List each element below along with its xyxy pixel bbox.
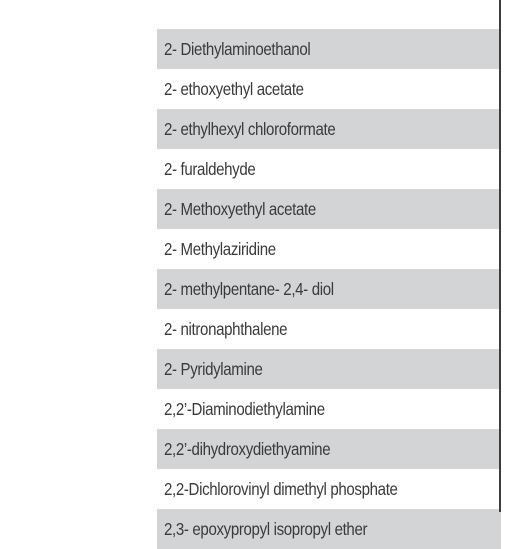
table-row — [157, 389, 501, 429]
chemical-name: 2- ethoxyethyl acetate — [164, 78, 304, 99]
chemical-name: 2,2’-Diaminodiethylamine — [164, 398, 325, 419]
table-row — [157, 429, 501, 469]
table-row — [157, 269, 501, 309]
table-row — [157, 229, 501, 269]
chemical-name: 2- Methylaziridine — [164, 238, 276, 259]
chemical-list-table — [157, 0, 501, 549]
table-row — [157, 469, 501, 509]
chemical-name: 2- furaldehyde — [164, 158, 256, 179]
table-row — [157, 189, 501, 229]
table-row — [157, 309, 501, 349]
chemical-name: 2,2-Dichlorovinyl dimethyl phosphate — [164, 478, 398, 499]
table-row — [157, 349, 501, 389]
table-right-border — [499, 0, 501, 512]
table-row — [157, 109, 501, 149]
chemical-name: 2- Pyridylamine — [164, 358, 263, 379]
table-row — [157, 69, 501, 109]
table-row — [157, 509, 501, 549]
chemical-name: 2- Diethylaminoethanol — [164, 38, 311, 59]
chemical-name: 2- methylpentane- 2,4- diol — [164, 278, 334, 299]
chemical-name: 2,3- epoxypropyl isopropyl ether — [164, 518, 368, 539]
table-row — [157, 0, 501, 29]
chemical-name: 2,2’-dihydroxydiethyamine — [164, 438, 331, 459]
table-row — [157, 29, 501, 69]
table-row — [157, 149, 501, 189]
chemical-name: 2- ethylhexyl chloroformate — [164, 118, 336, 139]
chemical-name: 2- nitronaphthalene — [164, 318, 288, 339]
chemical-name: 2- Methoxyethyl acetate — [164, 198, 316, 219]
